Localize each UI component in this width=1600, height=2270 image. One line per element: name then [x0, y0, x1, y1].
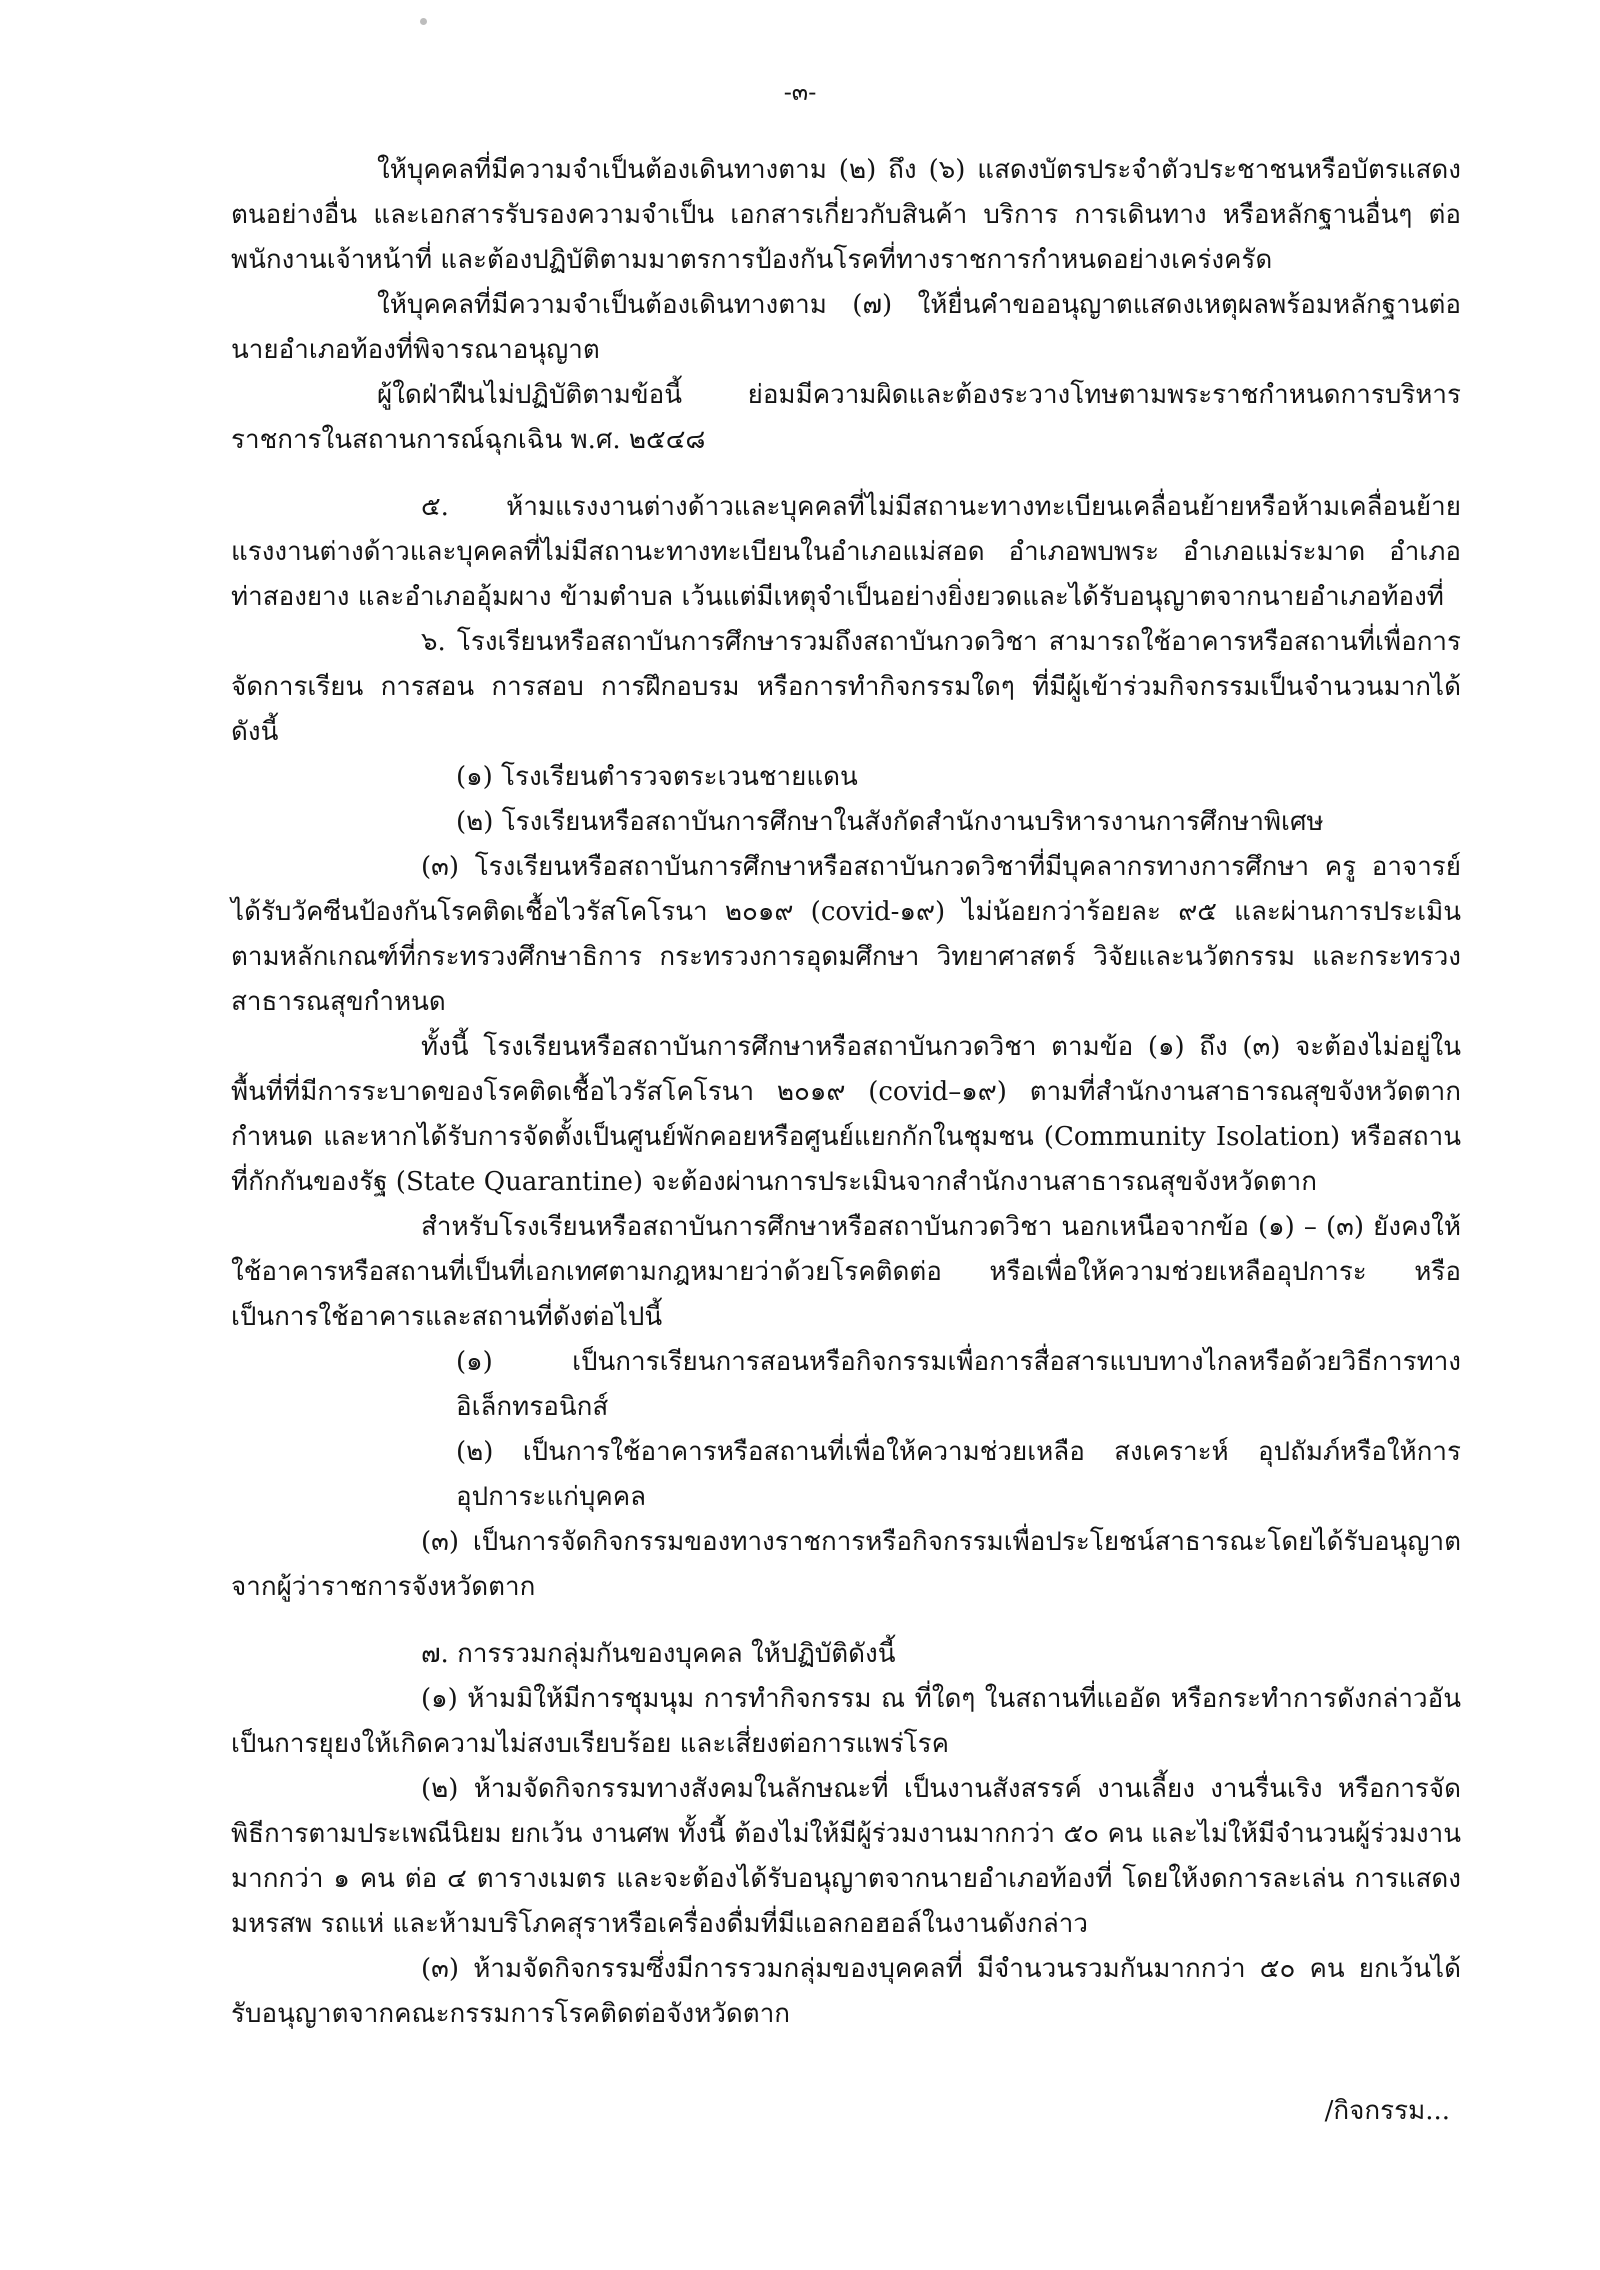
paragraph: ผู้ใดฝ่าฝืนไม่ปฏิบัติตามข้อนี้ ย่อมมีความผิดและต้องระวางโทษตามพระราชกำหนดการบริหารราชการในสถานการณ์ฉุกเฉิน พ.ศ. ๒๕๔๘ — [231, 380, 1461, 455]
page-number: -๓- — [783, 78, 817, 106]
list-item: (๑) โรงเรียนตำรวจตระเวนชายแดน — [456, 762, 858, 792]
list-item: (๒) โรงเรียนหรือสถาบันการศึกษาในสังกัดสำนักงานบริหารงานการศึกษาพิเศษ — [456, 807, 1324, 837]
paragraph-section-6: ๖. โรงเรียนหรือสถาบันการศึกษารวมถึงสถาบันกวดวิชา สามารถใช้อาคารหรือสถานที่เพื่อการจัดการเรียน การสอน การสอบ การฝึกอบรม หรือการทำกิจกรรมใดๆ ที่มีผู้เข้าร่วมกิจกรรมเป็นจำนวนมากได้ ดังนี้ — [231, 627, 1461, 747]
paragraph-section-7: ๗. การรวมกลุ่มกันของบุคคล ให้ปฏิบัติดังนี้ — [421, 1639, 896, 1669]
continuation-marker: /กิจกรรม... — [1324, 2096, 1450, 2126]
list-item: (๓) ห้ามจัดกิจกรรมซึ่งมีการรวมกลุ่มของบุคคลที่ มีจำนวนรวมกันมากกว่า ๕๐ คน ยกเว้นได้รับอนุญาตจากคณะกรรมการโรคติดต่อจังหวัดตาก — [231, 1954, 1461, 2029]
list-item: (๓) เป็นการจัดกิจกรรมของทางราชการหรือกิจกรรมเพื่อประโยชน์สาธารณะโดยได้รับอนุญาตจากผู้ว่าราชการจังหวัดตาก — [231, 1527, 1461, 1602]
list-item: (๒) เป็นการใช้อาคารหรือสถานที่เพื่อให้ความช่วยเหลือ สงเคราะห์ อุปถัมภ์หรือให้การอุปการะแก่บุคคล — [456, 1437, 1461, 1512]
list-item: (๑) ห้ามมิให้มีการชุมนุม การทำกิจกรรม ณ ที่ใดๆ ในสถานที่แออัด หรือกระทำการดังกล่าวอันเป็นการยุยงให้เกิดความไม่สงบเรียบร้อย และเสี่ยงต่อการแพร่โรค — [231, 1684, 1461, 1759]
paragraph-section-5: ๕. ห้ามแรงงานต่างด้าวและบุคคลที่ไม่มีสถานะทางทะเบียนเคลื่อนย้ายหรือห้ามเคลื่อนย้ายแรงงานต่างด้าวและบุคคลที่ไม่มีสถานะทางทะเบียนในอำเภอแม่สอด อำเภอพบพระ อำเภอแม่ระมาด อำเภอท่าสองยาง และอำเภออุ้มผาง ข้ามตำบล เว้นแต่มีเหตุจำเป็นอย่างยิ่งยวดและได้รับอนุญาตจากนายอำเภอท้องที่ — [231, 492, 1461, 612]
paragraph: สำหรับโรงเรียนหรือสถาบันการศึกษาหรือสถาบันกวดวิชา นอกเหนือจากข้อ (๑) – (๓) ยังคงให้ใช้อาคารหรือสถานที่เป็นที่เอกเทศตามกฎหมายว่าด้วยโรคติดต่อ หรือเพื่อให้ความช่วยเหลืออุปการะ หรือเป็นการใช้อาคารและสถานที่ดังต่อไปนี้ — [231, 1212, 1461, 1332]
paragraph: ให้บุคคลที่มีความจำเป็นต้องเดินทางตาม (๒) ถึง (๖) แสดงบัตรประจำตัวประชาชนหรือบัตรแสดงตนอย่างอื่น และเอกสารรับรองความจำเป็น เอกสารเกี่ยวกับสินค้า บริการ การเดินทาง หรือหลักฐานอื่นๆ ต่อพนักงานเจ้าหน้าที่ และต้องปฏิบัติตามมาตรการป้องกันโรคที่ทางราชการกำหนดอย่างเคร่งครัด — [231, 155, 1461, 275]
scan-speck — [420, 18, 427, 25]
paragraph: ให้บุคคลที่มีความจำเป็นต้องเดินทางตาม (๗) ให้ยื่นคำขออนุญาตแสดงเหตุผลพร้อมหลักฐานต่อนายอำเภอท้องที่พิจารณาอนุญาต — [231, 290, 1461, 365]
list-item: (๒) ห้ามจัดกิจกรรมทางสังคมในลักษณะที่ เป็นงานสังสรรค์ งานเลี้ยง งานรื่นเริง หรือการจัดพิธีการตามประเพณีนิยม ยกเว้น งานศพ ทั้งนี้ ต้องไม่ให้มีผู้ร่วมงานมากกว่า ๕๐ คน และไม่ให้มีจำนวนผู้ร่วมงานมากกว่า ๑ คน ต่อ ๔ ตารางเมตร และจะต้องได้รับอนุญาตจากนายอำเภอท้องที่ โดยให้งดการละเล่น การแสดงมหรสพ รถแห่ และห้ามบริโภคสุราหรือเครื่องดื่มที่มีแอลกอฮอล์ในงานดังกล่าว — [231, 1774, 1461, 1939]
list-item: (๑) เป็นการเรียนการสอนหรือกิจกรรมเพื่อการสื่อสารแบบทางไกลหรือด้วยวิธีการทางอิเล็กทรอนิกส์ — [456, 1347, 1461, 1422]
list-item: (๓) โรงเรียนหรือสถาบันการศึกษาหรือสถาบันกวดวิชาที่มีบุคลากรทางการศึกษา ครู อาจารย์ได้รับวัคซีนป้องกันโรคติดเชื้อไวรัสโคโรนา ๒๐๑๙ (covid-๑๙) ไม่น้อยกว่าร้อยละ ๙๕ และผ่านการประเมินตามหลักเกณฑ์ที่กระทรวงศึกษาธิการ กระทรวงการอุดมศึกษา วิทยาศาสตร์ วิจัยและนวัตกรรม และกระทรวงสาธารณสุขกำหนด — [231, 852, 1461, 1017]
paragraph: ทั้งนี้ โรงเรียนหรือสถาบันการศึกษาหรือสถาบันกวดวิชา ตามข้อ (๑) ถึง (๓) จะต้องไม่อยู่ในพื้นที่ที่มีการระบาดของโรคติดเชื้อไวรัสโคโรนา ๒๐๑๙ (covid–๑๙) ตามที่สำนักงานสาธารณสุขจังหวัดตากกำหนด และหากได้รับการจัดตั้งเป็นศูนย์พักคอยหรือศูนย์แยกกักในชุมชน (Community Isolation) หรือสถานที่กักกันของรัฐ (State Quarantine) จะต้องผ่านการประเมินจากสำนักงานสาธารณสุขจังหวัดตาก — [231, 1032, 1461, 1197]
body-text — [231, 148, 1461, 2037]
